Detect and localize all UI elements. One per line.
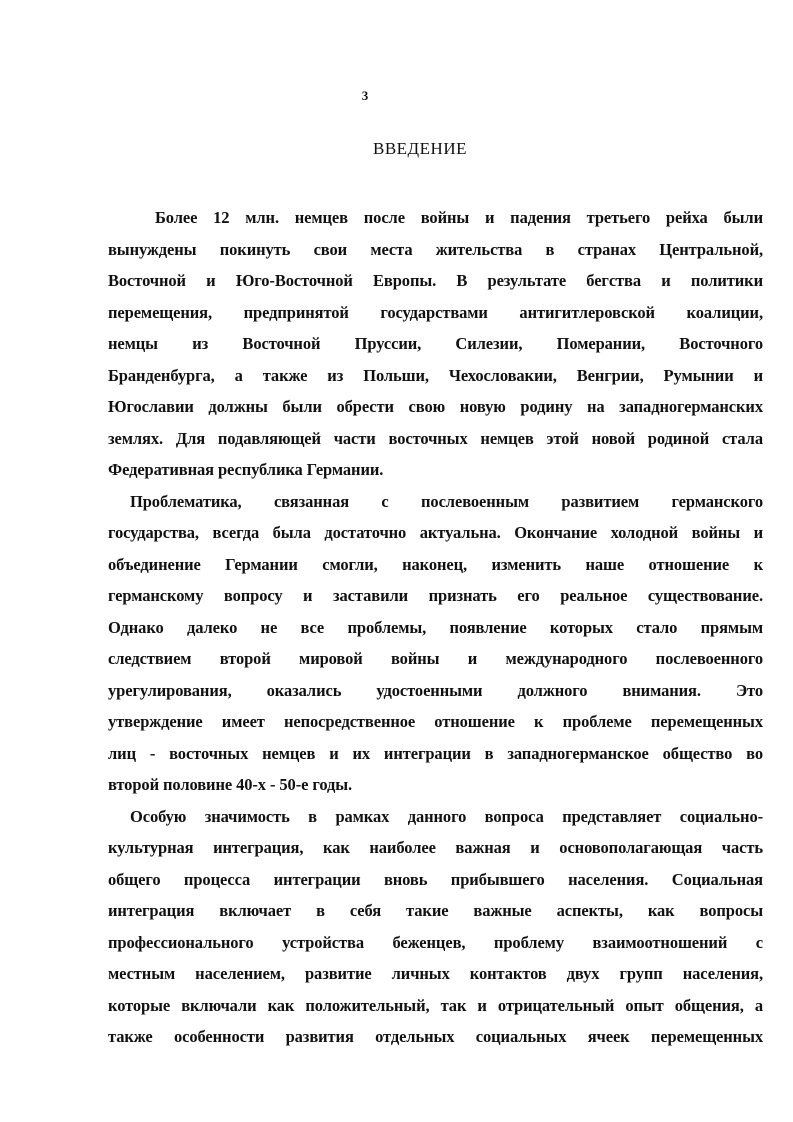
paragraph-1 [108, 202, 763, 486]
text-line: культурная интеграция, как наиболее важная и основополагающая часть [108, 838, 763, 857]
text-line: профессионального устройства беженцев, проблему взаимоотношений с [108, 932, 763, 952]
text-line: объединение Германии смогли, наконец, изменить наше отношение к [108, 554, 763, 574]
text-line: лиц - восточных немцев и их интеграции в западногерманское общество во [108, 743, 763, 763]
text-line: следствием второй мировой войны и международного послевоенного [108, 649, 763, 668]
text-line: перемещения, предпринятой государствами антигитлеровской коалиции, [108, 302, 763, 322]
text-line: Бранденбурга, а также из Польши, Чехословакии, Венгрии, Румынии и [108, 365, 763, 385]
page-number: 3 [361, 88, 369, 103]
text-line: Федеративная республика Германии. [108, 460, 384, 479]
text-line: также особенности развития отдельных социальных ячеек перемещенных [108, 1027, 763, 1046]
text-line: Однако далеко не все проблемы, появление которых стало прямым [108, 617, 763, 637]
text-line: общего процесса интеграции вновь прибывшего населения. Социальная [108, 869, 763, 889]
text-line: Проблематика, связанная с послевоенным развитием германского [130, 491, 763, 511]
text-line: утверждение имеет непосредственное отношение к проблеме перемещенных [108, 712, 763, 731]
paragraph-2 [108, 486, 763, 801]
text-line: урегулирования, оказались удостоенными должного внимания. Это [108, 680, 763, 700]
text-line: немцы из Восточной Пруссии, Силезии, Померании, Восточного [108, 334, 763, 353]
text-line: Восточной и Юго-Восточной Европы. В результате бегства и политики [108, 271, 763, 290]
text-line: вынуждены покинуть свои места жительства в странах Центральной, [108, 239, 763, 259]
body-text [108, 202, 763, 1053]
text-line: государства, всегда была достаточно актуальна. Окончание холодной войны и [108, 523, 763, 542]
text-line: германскому вопросу и заставили признать его реальное существование. [108, 586, 763, 605]
text-line: интеграция включает в себя такие важные аспекты, как вопросы [108, 901, 763, 920]
text-line: землях. Для подавляющей части восточных немцев этой новой родиной стала [108, 428, 763, 448]
page-title: ВВЕДЕНИЕ [373, 139, 467, 158]
text-line: Югославии должны были обрести свою новую родину на западногерманских [108, 397, 763, 416]
text-line: второй половине 40-х - 50-е годы. [108, 775, 353, 794]
text-line: которые включали как положительный, так и отрицательный опыт общения, а [108, 995, 763, 1015]
text-line: Особую значимость в рамках данного вопроса представляет социально- [130, 806, 763, 826]
text-line: Более 12 млн. немцев после войны и падения третьего рейха были [155, 208, 763, 227]
text-line: местным населением, развитие личных контактов двух групп населения, [108, 964, 763, 983]
paragraph-3 [108, 801, 763, 1053]
